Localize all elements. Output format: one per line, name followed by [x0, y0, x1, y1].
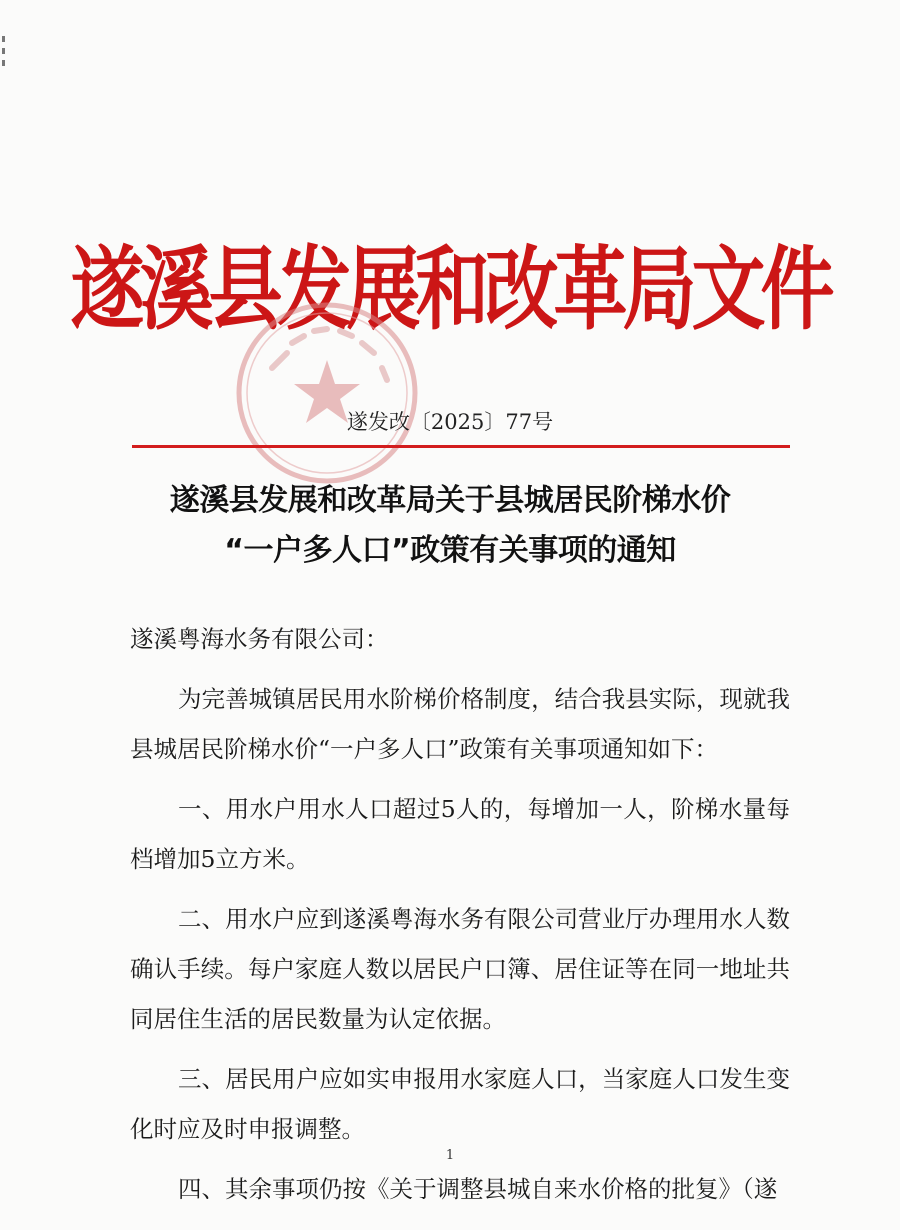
official-seal-stamp — [232, 298, 422, 488]
paragraph-item-4: 四、其余事项仍按《关于调整县城自来水价格的批复》（遂 — [178, 1175, 778, 1203]
agency-header-title: 遂溪县发展和改革局文件 — [70, 237, 830, 343]
paragraph-item-3: 三、居民用户应如实申报用水家庭人口，当家庭人口发生变化时应及时申报调整。 — [130, 1065, 790, 1143]
document-title — [0, 476, 900, 576]
title-line-2: “一户多人口”政策有关事项的通知 — [224, 533, 676, 568]
scan-edge-marks — [0, 30, 8, 90]
page-number: 1 — [445, 1148, 455, 1163]
salutation: 遂溪粤海水务有限公司： — [130, 625, 389, 653]
paragraph-item-2: 二、用水户应到遂溪粤海水务有限公司营业厅办理用水人数确认手续。每户家庭人数以居民户口簿、居住证等在同一地址共同居住生活的居民数量为认定依据。 — [130, 905, 790, 1033]
document-number: 遂发改〔2025〕77号 — [346, 410, 554, 434]
red-divider-line — [132, 445, 790, 448]
paragraph-intro: 为完善城镇居民用水阶梯价格制度，结合我县实际，现就我县城居民阶梯水价“一户多人口”政策有关事项通知如下： — [130, 685, 790, 763]
paragraph-item-1: 一、用水户用水人口超过5人的，每增加一人，阶梯水量每档增加5立方米。 — [130, 795, 790, 873]
document-body — [130, 614, 790, 1224]
title-line-1: 遂溪县发展和改革局关于县城居民阶梯水价 — [169, 483, 731, 518]
